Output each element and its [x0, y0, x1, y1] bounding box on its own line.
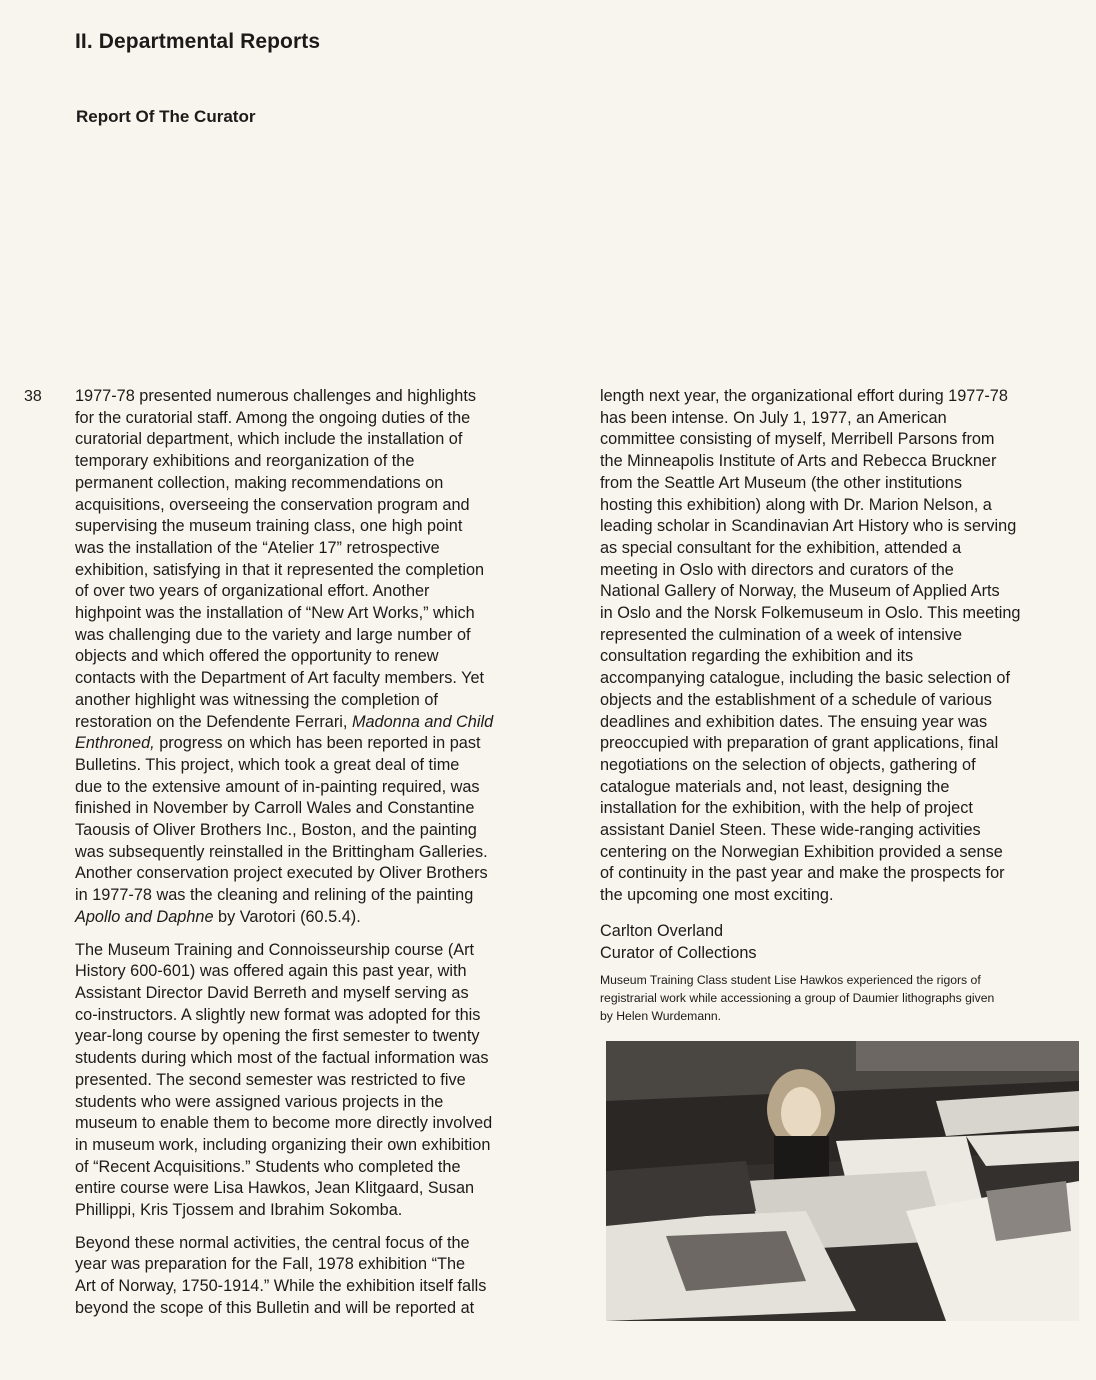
signature-block: [600, 921, 1080, 964]
text-line: Apollo and Daphne by Varotori (60.5.4).: [75, 907, 361, 926]
text-line: students who were assigned various projects in the: [75, 1092, 444, 1111]
text-line: centering on the Norwegian Exhibition provided a sense: [600, 842, 1003, 861]
text-line: length next year, the organizational effort during 1977-78: [600, 387, 1008, 405]
text-line: the Minneapolis Institute of Arts and Rebecca Bruckner: [600, 452, 997, 471]
page-number: 38: [24, 388, 42, 405]
photo-drawing: [606, 1041, 1079, 1321]
text-line: for the curatorial staff. Among the ongoing duties of the: [75, 408, 471, 427]
text-line: year was preparation for the Fall, 1978 exhibition “The: [75, 1255, 466, 1274]
text-line: objects and the establishment of a schedule of various: [600, 690, 992, 709]
text-line: contacts with the Department of Art faculty members. Yet: [75, 669, 485, 688]
text-line: of “Recent Acquisitions.” Students who completed the: [75, 1157, 461, 1176]
text-line: accompanying catalogue, including the basic selection of: [600, 669, 1011, 688]
caption-line: Museum Training Class student Lise Hawkos experienced the rigors of: [600, 973, 981, 988]
text-line: 1977-78 presented numerous challenges and highlights: [75, 387, 476, 405]
text-line: students during which most of the factual information was: [75, 1049, 489, 1068]
text-line: Another conservation project executed by Oliver Brothers: [75, 864, 488, 883]
text-line: deadlines and exhibition dates. The ensuing year was: [600, 712, 988, 731]
text-line: presented. The second semester was restricted to five: [75, 1070, 466, 1089]
text-line: co-instructors. A slightly new format was adopted for this: [75, 1005, 481, 1024]
photograph-student-with-lithographs: [606, 1041, 1079, 1321]
text-line: Phillippi, Kris Tjossem and Ibrahim Sokomba.: [75, 1201, 403, 1220]
section-heading: II. Departmental Reports: [75, 30, 321, 53]
text-line: History 600-601) was offered again this past year, with: [75, 962, 467, 981]
signature-title: Curator of Collections: [600, 943, 757, 962]
text-line: permanent collection, making recommendations on: [75, 473, 444, 492]
text-line: entire course were Lisa Hawkos, Jean Klitgaard, Susan: [75, 1179, 475, 1198]
text-line: assistant Daniel Steen. These wide-ranging activities: [600, 821, 981, 840]
text-line: objects and which offered the opportunity to renew: [75, 647, 439, 666]
text-line: another highlight was witnessing the completion of: [75, 690, 438, 709]
text-line: Art of Norway, 1750-1914.” While the exhibition itself falls: [75, 1277, 487, 1296]
text-line: due to the extensive amount of in-painting required, was: [75, 777, 480, 796]
text-line: exhibition, satisfying in that it represented the completion: [75, 560, 485, 579]
text-line: negotiations on the selection of objects, gathering of: [600, 755, 976, 774]
paragraph: [75, 1233, 565, 1320]
text-line: the upcoming one most exciting.: [600, 886, 834, 905]
paragraph: [75, 386, 565, 929]
text-line: of continuity in the past year and make the prospects for: [600, 864, 1005, 883]
text-line: in museum work, including organizing their own exhibition: [75, 1135, 491, 1154]
left-column: [75, 386, 565, 1331]
text-line: of over two years of organizational effort. Another: [75, 582, 430, 601]
text-line: consultation regarding the exhibition and its: [600, 647, 914, 666]
text-line: Assistant Director David Berreth and myself serving as: [75, 983, 469, 1002]
photo-caption: [600, 971, 1070, 1025]
text-line: hosting this exhibition) along with Dr. Marion Nelson, a: [600, 495, 992, 514]
paragraph: [75, 940, 565, 1222]
text-line: Taousis of Oliver Brothers Inc., Boston, and the painting: [75, 821, 477, 840]
text-line: curatorial department, which include the installation of: [75, 430, 463, 449]
text-line: Beyond these normal activities, the central focus of the: [75, 1233, 470, 1252]
text-line: National Gallery of Norway, the Museum of Applied Arts: [600, 582, 1000, 601]
text-line: was the installation of the “Atelier 17” retrospective: [75, 538, 440, 557]
paragraph: [600, 386, 1080, 907]
text-line: finished in November by Carroll Wales and Constantine: [75, 799, 475, 818]
text-line: preoccupied with preparation of grant applications, final: [600, 734, 999, 753]
text-line: meeting in Oslo with directors and curators of the: [600, 560, 954, 579]
text-line: temporary exhibitions and reorganization of the: [75, 452, 415, 471]
report-title: Report Of The Curator: [76, 107, 256, 126]
text-line: supervising the museum training class, one high point: [75, 517, 463, 536]
text-line: has been intense. On July 1, 1977, an American: [600, 408, 947, 427]
text-line: was subsequently reinstalled in the Brittingham Galleries.: [75, 842, 488, 861]
text-line: highpoint was the installation of “New Art Works,” which: [75, 604, 475, 623]
text-line: restoration on the Defendente Ferrari, Madonna and Child: [75, 712, 494, 731]
text-line: leading scholar in Scandinavian Art History who is serving: [600, 517, 1017, 536]
text-line: from the Seattle Art Museum (the other institutions: [600, 473, 962, 492]
text-line: catalogue materials and, not least, designing the: [600, 777, 950, 796]
text-line: year-long course by opening the first semester to twenty: [75, 1027, 480, 1046]
text-line: Bulletins. This project, which took a great deal of time: [75, 755, 460, 774]
text-line: The Museum Training and Connoisseurship course (Art: [75, 940, 475, 959]
text-line: as special consultant for the exhibition, attended a: [600, 538, 962, 557]
text-line: Enthroned, progress on which has been reported in past: [75, 734, 481, 753]
caption-line: registrarial work while accessioning a group of Daumier lithographs given: [600, 991, 995, 1006]
caption-line: by Helen Wurdemann.: [600, 1009, 722, 1024]
right-column: [600, 386, 1080, 1025]
text-line: museum to enable them to become more directly involved: [75, 1114, 493, 1133]
signature-name: Carlton Overland: [600, 921, 724, 940]
text-line: was challenging due to the variety and large number of: [75, 625, 471, 644]
text-line: acquisitions, overseeing the conservation program and: [75, 495, 470, 514]
text-line: represented the culmination of a week of intensive: [600, 625, 963, 644]
text-line: committee consisting of myself, Merribell Parsons from: [600, 430, 995, 449]
text-line: in Oslo and the Norsk Folkemuseum in Oslo. This meeting: [600, 604, 1021, 623]
text-line: installation for the exhibition, with the help of project: [600, 799, 973, 818]
text-line: beyond the scope of this Bulletin and will be reported at: [75, 1298, 475, 1317]
text-line: in 1977-78 was the cleaning and relining of the painting: [75, 886, 474, 905]
